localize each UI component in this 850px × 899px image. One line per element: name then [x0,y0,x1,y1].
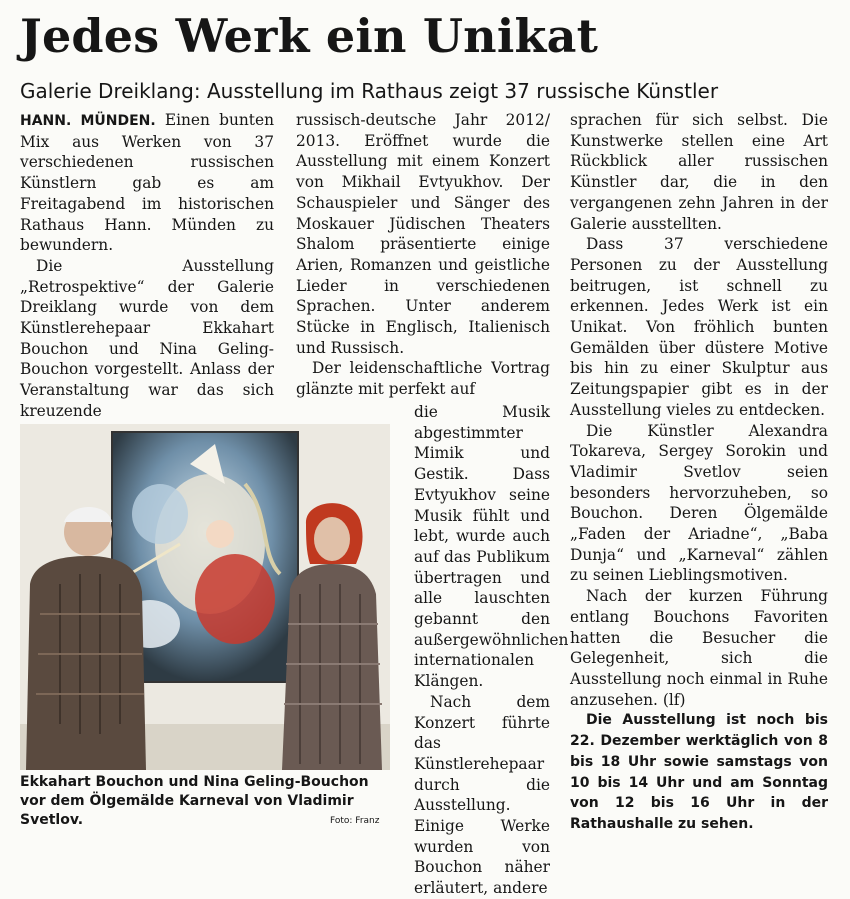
paragraph [20,110,274,256]
article-column-2 [296,110,550,400]
subheadline: Galerie Dreiklang: Ausstellung im Rathaus zeigt 37 russische Künstler [20,79,719,103]
dateline: HANN. MÜNDEN. [20,113,156,129]
paragraph-text: Einen bunten Mix aus Werken von 37 verschiedenen russischen Künstlern gab es am Freitagabend im historischen Rathaus Hann. Münden zu bewundern. [20,111,274,255]
article-column-2-continued [414,402,569,899]
article-photo [20,424,390,770]
photo-illustration [20,424,390,770]
photo-caption: Ekkahart Bouchon und Nina Geling-Bouchon vor dem Ölgemälde Karneval von Vladimir Svetlov. [20,774,369,828]
paragraph: Der leidenschaftliche Vortrag glänzte mit perfekt auf [296,359,550,399]
paragraph: Dass 37 verschiedene Personen zu der Ausstellung beitrugen, ist schnell zu erkennen. Jedes Werk ist ein Unikat. Von fröhlich bunten Gemälden über düstere Motive bis hin zu einer Skulptur aus Zeitungspapier gibt es in der Ausstellung vieles zu entdecken. [570,235,828,419]
paragraph: die Musik abgestimmter Mimik und Gestik. Dass Evtyukhov seine Musik fühlt und lebt, wurde auch auf das Publikum übertragen und alle lauschten gebannt den außergewöhnlichen internationalen Klängen. [414,403,569,691]
paragraph: Die Ausstellung „Retrospektive“ der Galerie Dreiklang wurde von dem Künstlerehepaar Ekkahart Bouchon und Nina Geling-Bouchon vorgestellt. Anlass der Veranstaltung war das sich kreuzende [20,256,274,420]
article-column-3 [570,110,828,835]
paragraph: russisch-deutsche Jahr 2012/ 2013. Eröffnet wurde die Ausstellung mit einem Konzert von Mikhail Evtyukhov. Der Schauspieler und Sänger des Moskauer Jüdischen Theaters Shalom präsentierte einige Arien, Romanzen und geistliche Lieder in verschiedenen Sprachen. Unter anderem Stücke in Englisch, Italienisch und Russisch. [296,111,550,357]
paragraph: Die Künstler Alexandra Tokareva, Sergey Sorokin und Vladimir Svetlov seien besonders hervorzuheben, so Bouchon. Deren Ölgemälde „Faden der Ariadne“, „Baba Dunja“ und „Karneval“ zählen zu seinen Lieblingsmotiven. [570,421,828,585]
article-column-1 [20,110,274,422]
exhibition-hours-note: Die Ausstellung ist noch bis 22. Dezember werktäglich von 8 bis 18 Uhr sowie samstags von 10 bis 14 Uhr und am Sonntag von 12 bis 16 Uhr in der Rathaushalle zu sehen. [570,712,828,832]
paragraph: Nach der kurzen Führung entlang Bouchons Favoriten hatten die Besucher die Gelegenheit, sich die Ausstellung noch einmal in Ruhe anzusehen. (lf) [570,587,828,709]
photo-credit: Foto: Franz [330,816,380,826]
paragraph: sprachen für sich selbst. Die Kunstwerke stellen eine Art Rückblick aller russischen Künstler dar, die in den vergangenen zehn Jahren in der Galerie ausstellten. [570,111,828,233]
headline: Jedes Werk ein Unikat [20,9,599,63]
paragraph: Nach dem Konzert führte das Künstlerehepaar durch die Ausstellung. Einige Werke wurden von Bouchon näher erläutert, andere [414,692,550,898]
